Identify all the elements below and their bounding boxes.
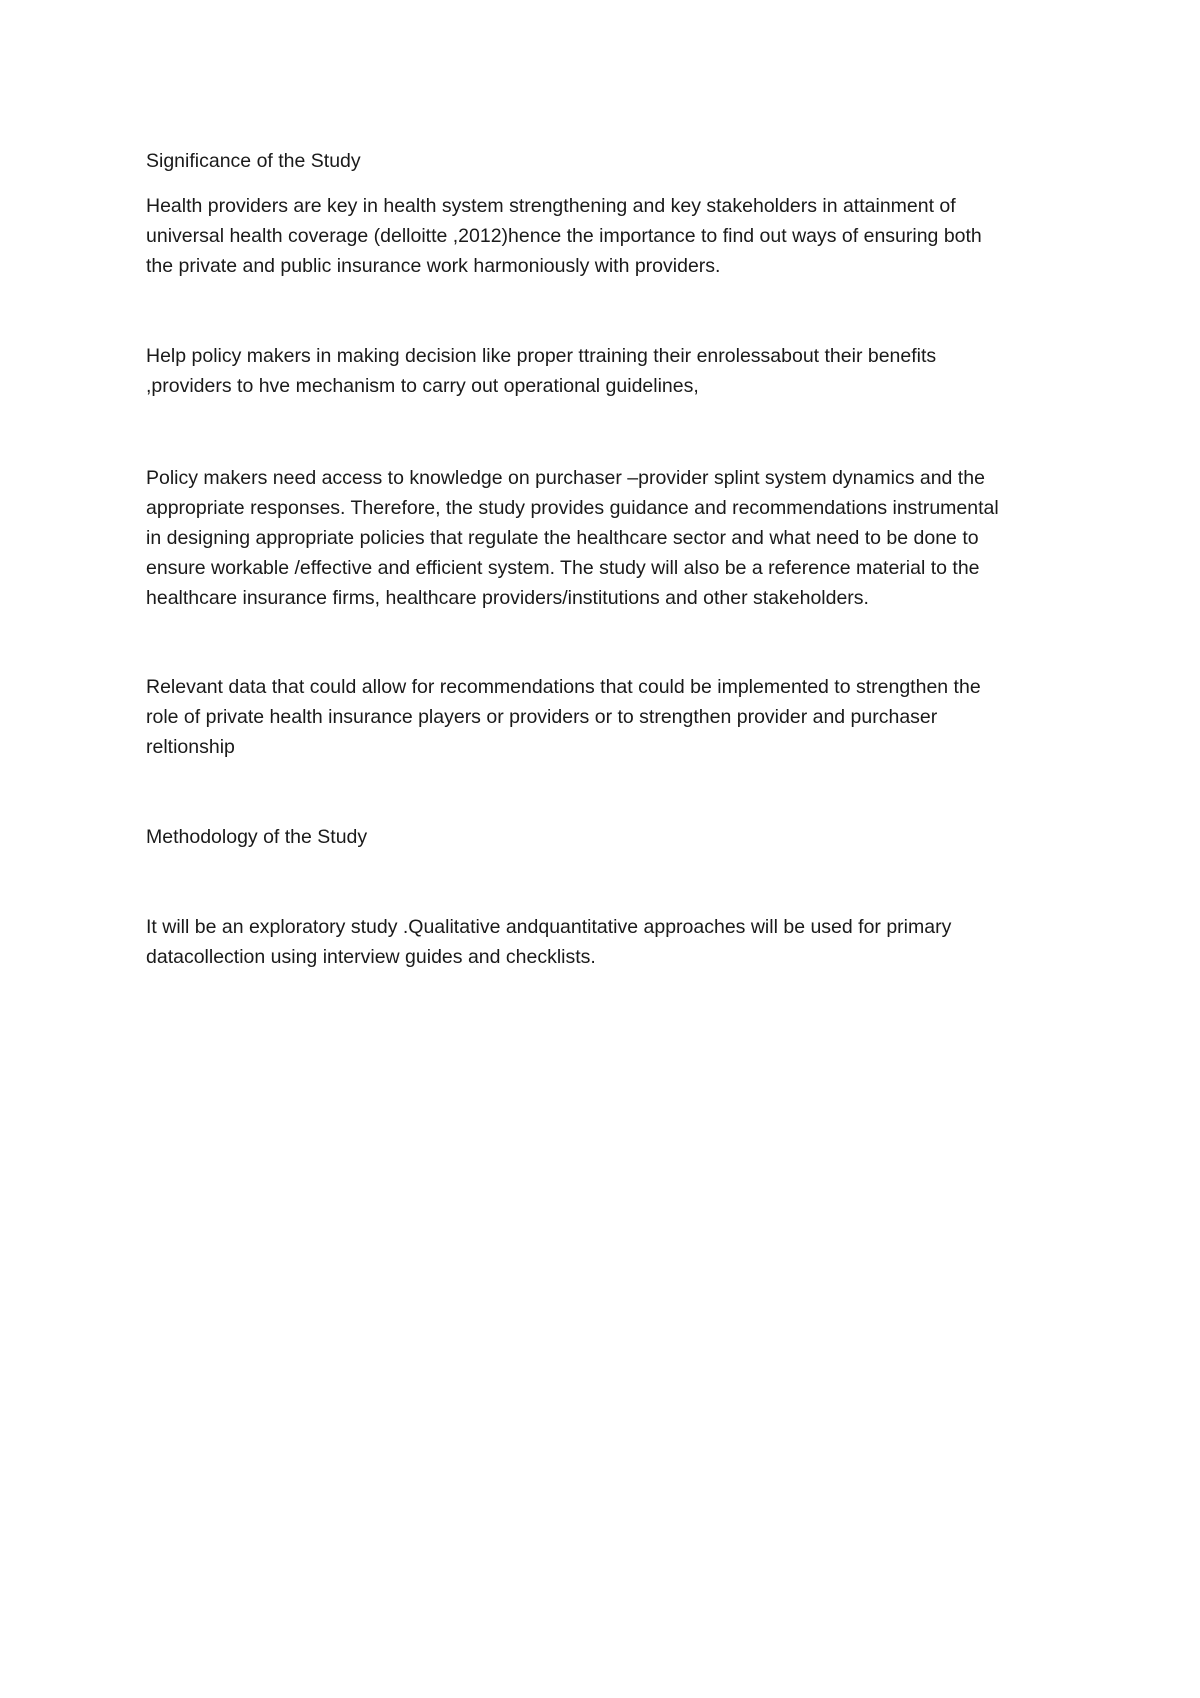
paragraph-line: the private and public insurance work harmoniously with providers. bbox=[146, 255, 721, 277]
paragraph-line: Policy makers need access to knowledge on purchaser –provider splint system dynamics and the bbox=[146, 467, 985, 489]
paragraph-significance-3 bbox=[146, 463, 999, 613]
paragraph-line: healthcare insurance firms, healthcare providers/institutions and other stakeholders. bbox=[146, 587, 869, 609]
paragraph-significance-1 bbox=[146, 191, 982, 281]
paragraph-line: Health providers are key in health system strengthening and key stakeholders in attainment of bbox=[146, 195, 956, 217]
paragraph-line: role of private health insurance players or providers or to strengthen provider and purchaser bbox=[146, 706, 938, 728]
paragraph-significance-2 bbox=[146, 341, 936, 401]
paragraph-line: It will be an exploratory study .Qualitative andquantitative approaches will be used for primary bbox=[146, 916, 952, 938]
paragraph-line: appropriate responses. Therefore, the study provides guidance and recommendations instrumental bbox=[146, 497, 999, 519]
heading-text: Significance of the Study bbox=[146, 150, 361, 172]
paragraph-line: datacollection using interview guides and checklists. bbox=[146, 946, 596, 968]
section-heading-significance bbox=[146, 146, 361, 176]
paragraph-line: in designing appropriate policies that regulate the healthcare sector and what need to be done to bbox=[146, 527, 979, 549]
paragraph-significance-4 bbox=[146, 672, 981, 762]
paragraph-line: ,providers to hve mechanism to carry out operational guidelines, bbox=[146, 375, 699, 397]
paragraph-methodology-1 bbox=[146, 912, 951, 972]
heading-text: Methodology of the Study bbox=[146, 826, 368, 848]
paragraph-line: ensure workable /effective and efficient system. The study will also be a reference material to the bbox=[146, 557, 980, 579]
paragraph-line: universal health coverage (delloitte ,2012)hence the importance to find out ways of ensuring both bbox=[146, 225, 982, 247]
paragraph-line: reltionship bbox=[146, 736, 235, 758]
section-heading-methodology bbox=[146, 822, 367, 852]
paragraph-line: Relevant data that could allow for recommendations that could be implemented to strengthen the bbox=[146, 676, 981, 698]
paragraph-line: Help policy makers in making decision like proper ttraining their enrolessabout their benefits bbox=[146, 345, 937, 367]
